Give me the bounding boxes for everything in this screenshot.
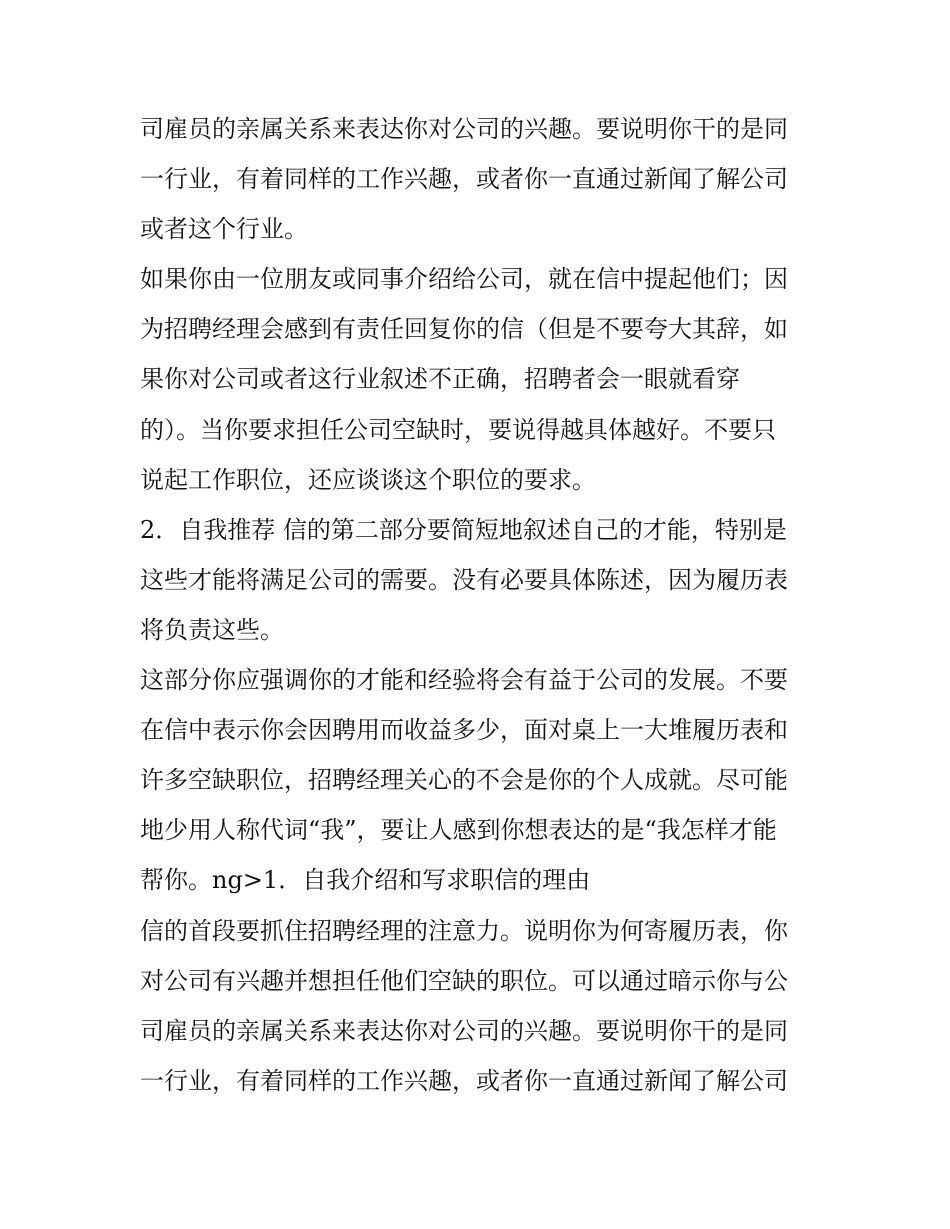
text-line: 帮你。ng>1．自我介绍和写求职信的理由: [140, 866, 591, 895]
text-line: 地少用人称代词“我”，要让人感到你想表达的是“我怎样才能: [140, 816, 777, 845]
text-line: 果你对公司或者这行业叙述不正确，招聘者会一眼就看穿: [140, 365, 740, 394]
text-line: 对公司有兴趣并想担任他们空缺的职位。可以通过暗示你与公: [140, 966, 788, 995]
text-line: 一行业，有着同样的工作兴趣，或者你一直通过新闻了解公司: [140, 1066, 788, 1095]
text-line: 这些才能将满足公司的需要。没有必要具体陈述，因为履历表: [140, 565, 788, 594]
text-line: 将负责这些。: [140, 615, 284, 644]
text-line: 或者这个行业。: [140, 215, 308, 244]
text-line: 这部分你应强调你的才能和经验将会有益于公司的发展。不要: [140, 666, 788, 695]
text-line: 一行业，有着同样的工作兴趣，或者你一直通过新闻了解公司: [140, 165, 788, 194]
text-line: 在信中表示你会因聘用而收益多少，面对桌上一大堆履历表和: [140, 716, 788, 745]
text-line: 司雇员的亲属关系来表达你对公司的兴趣。要说明你干的是同: [140, 1016, 788, 1045]
body-text: [140, 104, 820, 1106]
text-line: 为招聘经理会感到有责任回复你的信（但是不要夸大其辞，如: [140, 315, 788, 344]
text-line: 信的首段要抓住招聘经理的注意力。说明你为何寄履历表，你: [140, 916, 788, 945]
text-line: 许多空缺职位，招聘经理关心的不会是你的个人成就。尽可能: [140, 766, 788, 795]
text-line: 2．自我推荐 信的第二部分要简短地叙述自己的才能，特别是: [140, 515, 787, 544]
text-line: 司雇员的亲属关系来表达你对公司的兴趣。要说明你干的是同: [140, 115, 788, 143]
text-line: 的）。当你要求担任公司空缺时，要说得越具体越好。不要只: [140, 415, 776, 444]
text-line: 如果你由一位朋友或同事介绍给公司，就在信中提起他们；因: [140, 265, 788, 294]
text-line: 说起工作职位，还应谈谈这个职位的要求。: [140, 465, 596, 494]
